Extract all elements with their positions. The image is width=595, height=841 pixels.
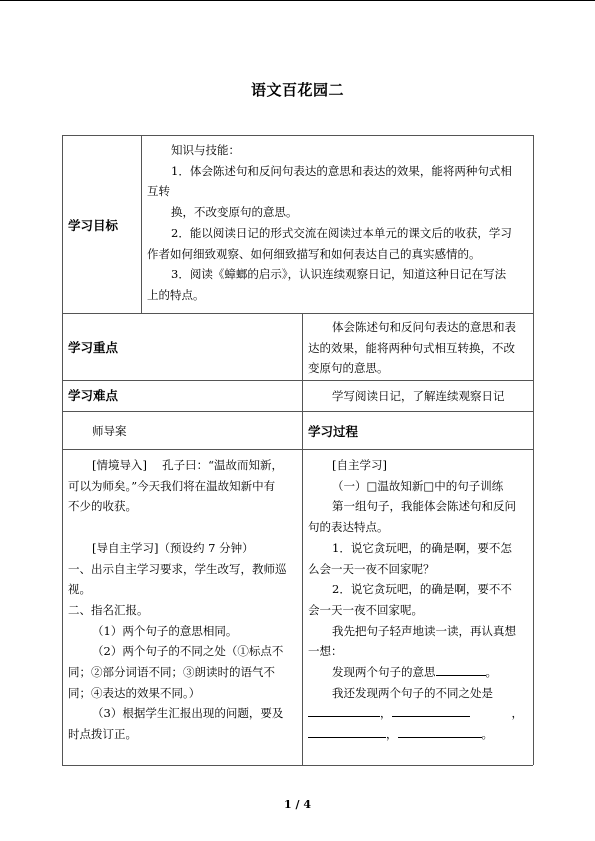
- top-rule: [0, 0, 595, 1]
- key-points-label: 学习重点: [68, 340, 119, 355]
- key-points-content: [308, 317, 516, 379]
- process-line: 句的表达特点。: [308, 520, 389, 535]
- process-fill-line: [308, 724, 523, 745]
- blank-punctuation: 。: [485, 665, 497, 680]
- answer-blank[interactable]: [392, 704, 470, 717]
- goals-line: 换，不改变原句的意思。: [171, 205, 298, 220]
- teacher-plan-line: 时点拨订正。: [68, 727, 137, 742]
- column-divider: [302, 313, 303, 765]
- teacher-plan-line: （3）根据学生汇报出现的问题，要及: [92, 706, 284, 721]
- process-line: 2．说它贪玩吧，的确是啊，要不不: [332, 582, 512, 597]
- goals-label: 学习目标: [68, 218, 119, 233]
- row-divider: [62, 449, 533, 450]
- blank-punctuation: ，: [386, 727, 398, 742]
- key-points-line: 变原句的意思。: [308, 361, 389, 376]
- goals-line: 知识与技能：: [171, 143, 240, 157]
- process-fill-line: [308, 662, 523, 683]
- table-border-right: [533, 135, 534, 765]
- teacher-plan-line: 同；②部分词语不同；③朗读时的语气不: [68, 665, 275, 680]
- teacher-plan-line: 视。: [68, 582, 91, 597]
- table-border-top: [62, 135, 533, 136]
- process-line: 1．说它贪玩吧，的确是啊，要不怎: [332, 540, 512, 555]
- teacher-plan-label: 师导案: [92, 424, 127, 438]
- teacher-plan-line: （2）两个句子的不同之处（①标点不: [92, 644, 284, 659]
- teacher-plan-line: [情境导入] 孔子曰：“温故而知新，: [92, 458, 284, 472]
- teacher-plan-line: 不少的收获。: [68, 499, 137, 514]
- process-line: 发现两个句子的意思: [332, 665, 436, 680]
- answer-blank[interactable]: [436, 663, 486, 676]
- process-label: 学习过程: [308, 424, 359, 439]
- goals-line: 作者如何细致观察、如何细致描写和如何表达自己的真实感情的。: [147, 246, 481, 261]
- difficulties-text: 学写阅读日记，了解连续观察日记: [332, 389, 505, 403]
- difficulties-label: 学习难点: [68, 388, 119, 403]
- row-divider: [62, 313, 533, 314]
- process-line: 我还发现两个句子的不同之处是: [332, 685, 493, 700]
- goals-line: 互转: [147, 184, 170, 199]
- goals-line: 1．体会陈述句和反问句表达的意思和表达的效果，能将两种句式相: [171, 163, 512, 178]
- process-line: 会一天一夜不回家呢。: [308, 602, 423, 617]
- key-points-line: 体会陈述句和反问句表达的意思和表: [332, 320, 516, 334]
- teacher-plan-content: [68, 455, 287, 745]
- table-border-left: [62, 135, 63, 765]
- row-divider: [62, 411, 533, 412]
- teacher-plan-line: [导自主学习]（预设约 7 分钟）: [92, 540, 254, 555]
- process-line: 我先把句子轻声地读一读，再认真想: [332, 623, 516, 638]
- key-points-line: 达的效果，能将两种句式相互转换，不改: [308, 340, 515, 355]
- process-line: [自主学习]: [332, 458, 387, 472]
- process-line: （一）□温故知新□中的句子训练: [332, 478, 504, 493]
- teacher-plan-line: 二、指名汇报。: [68, 602, 149, 617]
- process-line: 么会一天一夜不回家呢？: [308, 561, 435, 576]
- answer-blank[interactable]: [398, 725, 482, 738]
- teacher-plan-line: 同；④表达的效果不同。）: [68, 685, 201, 700]
- process-line: 一想：: [308, 644, 343, 659]
- blank-punctuation: ，: [511, 706, 523, 721]
- blank-punctuation: ，: [380, 706, 392, 721]
- teacher-plan-line: 可以为师矣。”今天我们将在温故知新中有: [68, 478, 276, 493]
- blank-punctuation: 。: [481, 727, 493, 742]
- row-divider: [62, 380, 533, 381]
- process-line: 第一组句子，我能体会陈述句和反问: [332, 499, 516, 514]
- teacher-plan-line: 一、出示自主学习要求，学生改写，教师巡: [68, 561, 287, 576]
- page-number: 1 / 4: [284, 798, 311, 811]
- teacher-plan-line: [68, 517, 287, 538]
- process-content: [308, 455, 523, 745]
- column-divider: [141, 135, 142, 313]
- answer-blank[interactable]: [308, 725, 386, 738]
- process-fill-line: [308, 703, 523, 724]
- goals-line: 上的特点。: [147, 287, 205, 302]
- teacher-plan-line: （1）两个句子的意思相同。: [92, 623, 238, 638]
- goals-content: [147, 140, 512, 306]
- answer-blank[interactable]: [308, 704, 380, 717]
- teacher-plan-header: [68, 421, 127, 442]
- difficulties-content: [308, 386, 505, 407]
- goals-line: 3．阅读《蟑螂的启示》，认识连续观察日记，知道这种日记在写法: [171, 267, 507, 282]
- page-title: 语文百花园二: [250, 81, 344, 99]
- table-border-bottom: [62, 765, 533, 766]
- goals-line: 2．能以阅读日记的形式交流在阅读过本单元的课文后的收获，学习: [171, 225, 512, 240]
